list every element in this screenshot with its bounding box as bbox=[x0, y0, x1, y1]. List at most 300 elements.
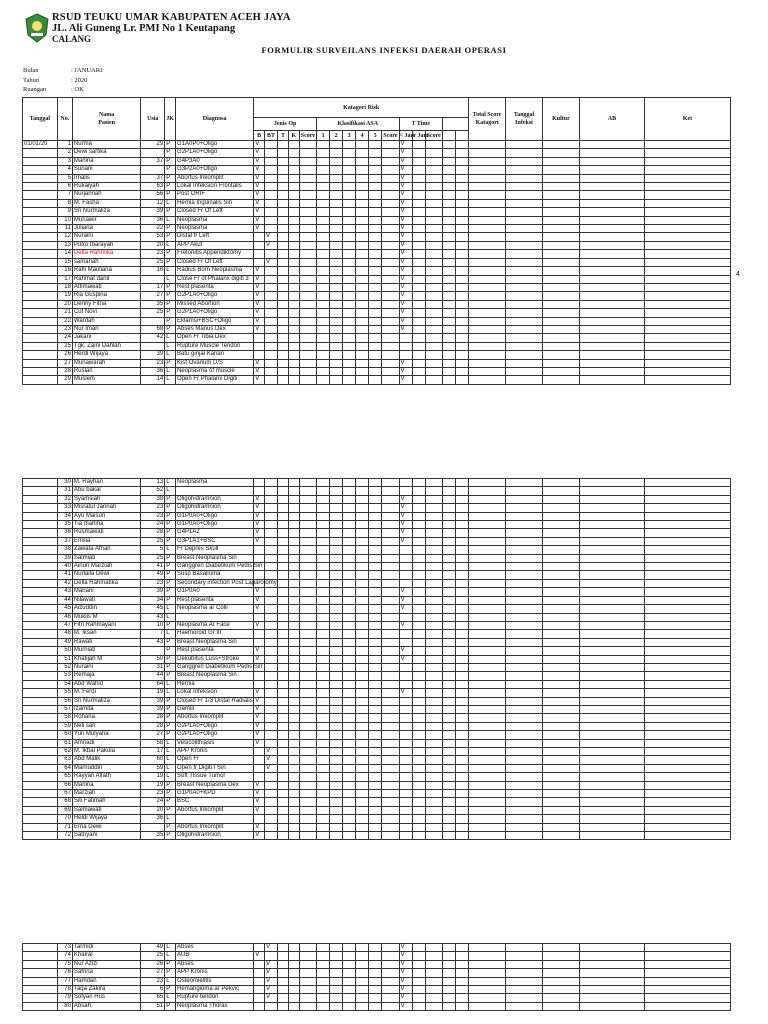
cell-empty bbox=[579, 292, 644, 300]
table-row bbox=[23, 563, 731, 571]
cell-empty bbox=[343, 309, 356, 317]
cell-bt bbox=[265, 638, 278, 646]
cell-empty bbox=[330, 325, 343, 333]
cell-empty bbox=[579, 512, 644, 520]
cell-empty bbox=[330, 317, 343, 325]
cell-no: 1 bbox=[57, 141, 72, 149]
cell-empty bbox=[505, 832, 542, 840]
cell-empty bbox=[644, 823, 730, 831]
cell-date bbox=[23, 258, 58, 266]
cell-bt bbox=[265, 806, 278, 814]
cell-b: V bbox=[254, 790, 265, 798]
cell-date bbox=[23, 977, 58, 985]
cell-sex: P bbox=[165, 969, 176, 977]
cell-empty bbox=[469, 351, 506, 359]
cell-empty bbox=[317, 705, 330, 713]
cell-empty bbox=[382, 697, 399, 705]
table-row bbox=[23, 571, 731, 579]
cell-empty bbox=[343, 731, 356, 739]
cell-empty bbox=[542, 512, 579, 520]
cell-b: V bbox=[254, 174, 265, 182]
cell-age: 25 bbox=[141, 309, 165, 317]
cell-empty bbox=[330, 267, 343, 275]
cell-empty bbox=[455, 748, 468, 756]
cell-empty bbox=[369, 588, 382, 596]
cell-empty bbox=[369, 621, 382, 629]
cell-sex: P bbox=[165, 250, 176, 258]
cell-b: V bbox=[254, 267, 265, 275]
cell-empty bbox=[442, 325, 455, 333]
cell-lt-jam: V bbox=[399, 655, 412, 663]
cell-empty bbox=[356, 994, 369, 1002]
cell-age: 20 bbox=[141, 241, 165, 249]
cell-empty bbox=[356, 325, 369, 333]
cell-empty bbox=[343, 680, 356, 688]
cell-b: V bbox=[254, 621, 265, 629]
cell-empty bbox=[382, 672, 399, 680]
table-body-2 bbox=[23, 479, 731, 840]
cell-empty bbox=[369, 731, 382, 739]
cell-empty bbox=[505, 1002, 542, 1010]
cell-empty bbox=[542, 596, 579, 604]
cell-name: Ruslan bbox=[72, 367, 140, 375]
cell-date bbox=[23, 487, 58, 495]
cell-empty bbox=[343, 613, 356, 621]
cell-sex: L bbox=[165, 630, 176, 638]
cell-lt-jam: V bbox=[399, 309, 412, 317]
cell-empty bbox=[579, 342, 644, 350]
cell-empty bbox=[317, 722, 330, 730]
cell-empty bbox=[469, 141, 506, 149]
cell-t bbox=[278, 647, 289, 655]
cell-empty bbox=[506, 216, 543, 224]
cell-empty bbox=[356, 605, 369, 613]
cell-empty bbox=[505, 596, 542, 604]
cell-bt bbox=[265, 705, 278, 713]
cell-diagnosis: Closed Fr Of Left bbox=[176, 208, 254, 216]
cell-empty bbox=[442, 722, 455, 730]
cell-empty bbox=[317, 969, 330, 977]
cell-b: V bbox=[254, 655, 265, 663]
cell-empty bbox=[425, 579, 442, 587]
cell-empty bbox=[455, 521, 468, 529]
cell-empty bbox=[412, 351, 425, 359]
cell-lt-jam bbox=[399, 680, 412, 688]
cell-empty bbox=[299, 325, 316, 333]
col-extra-1 bbox=[442, 131, 455, 141]
cell-empty bbox=[382, 554, 399, 562]
cell-diagnosis: Abortus Inkomplit bbox=[176, 806, 254, 814]
cell-empty bbox=[299, 250, 316, 258]
cell-t bbox=[278, 174, 289, 182]
cell-t bbox=[278, 141, 289, 149]
cell-empty bbox=[542, 630, 579, 638]
cell-empty bbox=[369, 647, 382, 655]
cell-empty bbox=[455, 756, 468, 764]
cell-b: V bbox=[254, 798, 265, 806]
cell-sex: L bbox=[165, 773, 176, 781]
cell-no: 77 bbox=[57, 977, 72, 985]
cell-empty bbox=[579, 579, 644, 587]
cell-empty bbox=[412, 790, 425, 798]
cell-date bbox=[23, 521, 58, 529]
cell-empty bbox=[356, 689, 369, 697]
cell-empty bbox=[542, 944, 579, 952]
cell-empty bbox=[469, 216, 506, 224]
col-ket: Ket bbox=[644, 98, 730, 141]
cell-empty bbox=[644, 317, 730, 325]
cell-sex: L bbox=[165, 977, 176, 985]
cell-empty bbox=[317, 258, 330, 266]
cell-empty bbox=[542, 325, 579, 333]
cell-bt bbox=[265, 647, 278, 655]
cell-empty bbox=[542, 960, 579, 968]
cell-t bbox=[278, 596, 289, 604]
cell-age: 34 bbox=[141, 596, 165, 604]
cell-empty bbox=[288, 790, 299, 798]
cell-empty bbox=[412, 495, 425, 503]
cell-empty bbox=[330, 621, 343, 629]
col-pasien-label: Pasien bbox=[98, 120, 115, 126]
cell-bt bbox=[265, 216, 278, 224]
cell-empty bbox=[644, 773, 730, 781]
cell-lt-jam bbox=[399, 563, 412, 571]
cell-empty bbox=[288, 479, 299, 487]
table-row bbox=[23, 258, 731, 266]
cell-empty bbox=[356, 563, 369, 571]
cell-name: Emilia bbox=[72, 537, 140, 545]
cell-date bbox=[23, 183, 58, 191]
table-row bbox=[23, 267, 731, 275]
table-row bbox=[23, 199, 731, 207]
cell-name: Nurma bbox=[72, 141, 140, 149]
cell-empty bbox=[330, 722, 343, 730]
cell-empty bbox=[299, 342, 316, 350]
cell-empty bbox=[317, 376, 330, 384]
cell-no: 29 bbox=[57, 376, 72, 384]
cell-empty bbox=[412, 571, 425, 579]
cell-empty bbox=[468, 647, 505, 655]
cell-empty bbox=[369, 944, 382, 952]
cell-empty bbox=[382, 663, 399, 671]
cell-empty bbox=[442, 630, 455, 638]
cell-empty bbox=[299, 689, 316, 697]
cell-t bbox=[278, 613, 289, 621]
cell-empty bbox=[343, 781, 356, 789]
cell-name: Dewi sartika bbox=[72, 149, 140, 157]
cell-empty bbox=[468, 638, 505, 646]
cell-sex: P bbox=[165, 208, 176, 216]
cell-empty bbox=[369, 546, 382, 554]
cell-empty bbox=[644, 367, 730, 375]
cell-empty bbox=[425, 504, 442, 512]
cell-empty bbox=[299, 157, 316, 165]
cell-empty bbox=[412, 216, 425, 224]
cell-lt-jam: V bbox=[399, 141, 412, 149]
cell-empty bbox=[468, 739, 505, 747]
cell-name: Juliana bbox=[72, 225, 140, 233]
cell-empty bbox=[382, 216, 399, 224]
cell-empty bbox=[425, 638, 442, 646]
cell-date bbox=[23, 756, 58, 764]
cell-empty bbox=[468, 689, 505, 697]
cell-t bbox=[278, 554, 289, 562]
cell-t bbox=[278, 815, 289, 823]
cell-sex: L bbox=[165, 764, 176, 772]
cell-empty bbox=[579, 647, 644, 655]
cell-empty bbox=[317, 275, 330, 283]
cell-empty bbox=[542, 334, 579, 342]
cell-empty bbox=[330, 579, 343, 587]
cell-empty bbox=[317, 208, 330, 216]
cell-empty bbox=[442, 241, 455, 249]
cell-empty bbox=[382, 342, 399, 350]
cell-empty bbox=[317, 977, 330, 985]
cell-empty bbox=[506, 199, 543, 207]
cell-bt bbox=[265, 596, 278, 604]
cell-empty bbox=[455, 529, 468, 537]
cell-empty bbox=[382, 596, 399, 604]
cell-empty bbox=[317, 638, 330, 646]
cell-bt: V bbox=[265, 258, 278, 266]
cell-empty bbox=[579, 183, 644, 191]
cell-empty bbox=[425, 731, 442, 739]
cell-b: V bbox=[254, 731, 265, 739]
cell-empty bbox=[288, 529, 299, 537]
cell-diagnosis: Breast Neoplasma Sin bbox=[176, 672, 254, 680]
cell-empty bbox=[317, 250, 330, 258]
cell-empty bbox=[425, 672, 442, 680]
cell-empty bbox=[442, 199, 455, 207]
cell-lt-jam bbox=[399, 748, 412, 756]
cell-empty bbox=[356, 630, 369, 638]
cell-empty bbox=[317, 512, 330, 520]
cell-empty bbox=[317, 149, 330, 157]
cell-bt bbox=[265, 655, 278, 663]
cell-name: Amriadi bbox=[72, 739, 140, 747]
cell-empty bbox=[455, 225, 468, 233]
cell-empty bbox=[343, 479, 356, 487]
cell-empty bbox=[288, 969, 299, 977]
cell-lt-jam: V bbox=[399, 969, 412, 977]
cell-age: 23 bbox=[141, 579, 165, 587]
cell-lt-jam: V bbox=[399, 225, 412, 233]
cell-no: 25 bbox=[57, 342, 72, 350]
cell-empty bbox=[425, 705, 442, 713]
cell-empty bbox=[299, 994, 316, 1002]
cell-empty bbox=[425, 781, 442, 789]
cell-empty bbox=[369, 994, 382, 1002]
cell-empty bbox=[288, 722, 299, 730]
cell-t bbox=[278, 292, 289, 300]
cell-b: V bbox=[254, 647, 265, 655]
cell-empty bbox=[343, 588, 356, 596]
cell-empty bbox=[542, 832, 579, 840]
cell-age: 51 bbox=[141, 1002, 165, 1010]
cell-empty bbox=[542, 815, 579, 823]
cell-empty bbox=[468, 790, 505, 798]
cell-name: Erna Dewi bbox=[72, 823, 140, 831]
cell-bt bbox=[265, 571, 278, 579]
cell-lt-jam bbox=[399, 672, 412, 680]
cell-empty bbox=[356, 258, 369, 266]
cell-date bbox=[23, 283, 58, 291]
cell-empty bbox=[382, 334, 399, 342]
cell-bt bbox=[265, 283, 278, 291]
cell-empty bbox=[382, 960, 399, 968]
cell-name: Abd Malik bbox=[72, 756, 140, 764]
cell-empty bbox=[343, 960, 356, 968]
cell-bt bbox=[265, 309, 278, 317]
cell-empty bbox=[425, 537, 442, 545]
cell-empty bbox=[644, 157, 730, 165]
cell-empty bbox=[442, 647, 455, 655]
cell-no: 37 bbox=[57, 537, 72, 545]
cell-empty bbox=[288, 680, 299, 688]
cell-empty bbox=[506, 342, 543, 350]
cell-empty bbox=[330, 554, 343, 562]
cell-diagnosis: Closed Fr Of Left bbox=[176, 258, 254, 266]
cell-empty bbox=[505, 823, 542, 831]
cell-lt-jam: V bbox=[399, 233, 412, 241]
cell-empty bbox=[299, 166, 316, 174]
cell-empty bbox=[356, 705, 369, 713]
cell-empty bbox=[288, 960, 299, 968]
cell-date bbox=[23, 300, 58, 308]
table-row bbox=[23, 166, 731, 174]
cell-empty bbox=[356, 832, 369, 840]
cell-empty bbox=[442, 579, 455, 587]
cell-empty bbox=[299, 334, 316, 342]
cell-empty bbox=[542, 359, 579, 367]
cell-b bbox=[254, 986, 265, 994]
cell-empty bbox=[343, 571, 356, 579]
cell-empty bbox=[579, 267, 644, 275]
table-row bbox=[23, 487, 731, 495]
cell-t bbox=[278, 334, 289, 342]
cell-t bbox=[278, 697, 289, 705]
col-t: T bbox=[278, 131, 289, 141]
cell-empty bbox=[356, 283, 369, 291]
table-row bbox=[23, 815, 731, 823]
cell-empty bbox=[299, 944, 316, 952]
cell-empty bbox=[579, 317, 644, 325]
cell-empty bbox=[468, 781, 505, 789]
cell-date bbox=[23, 546, 58, 554]
cell-empty bbox=[442, 233, 455, 241]
cell-empty bbox=[288, 605, 299, 613]
cell-empty bbox=[579, 832, 644, 840]
cell-empty bbox=[412, 199, 425, 207]
cell-empty bbox=[644, 521, 730, 529]
cell-t bbox=[278, 225, 289, 233]
cell-empty bbox=[382, 781, 399, 789]
cell-age: 25 bbox=[141, 537, 165, 545]
cell-empty bbox=[288, 756, 299, 764]
cell-empty bbox=[644, 199, 730, 207]
cell-empty bbox=[542, 655, 579, 663]
cell-diagnosis: Gemili bbox=[176, 705, 254, 713]
cell-empty bbox=[412, 376, 425, 384]
cell-diagnosis: G2P1A0+Oligo bbox=[176, 722, 254, 730]
cell-empty bbox=[330, 351, 343, 359]
cell-empty bbox=[468, 579, 505, 587]
cell-date bbox=[23, 944, 58, 952]
cell-empty bbox=[299, 359, 316, 367]
cell-sex: P bbox=[165, 325, 176, 333]
cell-age: 45 bbox=[141, 605, 165, 613]
cell-sex: P bbox=[165, 705, 176, 713]
table-row bbox=[23, 672, 731, 680]
cell-empty bbox=[356, 233, 369, 241]
cell-empty bbox=[542, 986, 579, 994]
cell-date bbox=[23, 815, 58, 823]
cell-empty bbox=[288, 798, 299, 806]
cell-empty bbox=[330, 367, 343, 375]
cell-empty bbox=[288, 672, 299, 680]
cell-empty bbox=[579, 300, 644, 308]
cell-empty bbox=[412, 149, 425, 157]
cell-empty bbox=[317, 334, 330, 342]
cell-diagnosis: Susp Basalioma bbox=[176, 571, 254, 579]
cell-empty bbox=[644, 275, 730, 283]
cell-bt bbox=[265, 325, 278, 333]
cell-empty bbox=[299, 300, 316, 308]
cell-empty bbox=[343, 823, 356, 831]
cell-empty bbox=[317, 613, 330, 621]
cell-b bbox=[254, 969, 265, 977]
cell-empty bbox=[505, 986, 542, 994]
cell-empty bbox=[330, 141, 343, 149]
cell-lt-jam: V bbox=[399, 183, 412, 191]
cell-empty bbox=[356, 944, 369, 952]
cell-t bbox=[278, 621, 289, 629]
cell-empty bbox=[455, 832, 468, 840]
cell-bt bbox=[265, 157, 278, 165]
cell-empty bbox=[412, 714, 425, 722]
cell-t bbox=[278, 773, 289, 781]
cell-date bbox=[23, 790, 58, 798]
cell-empty bbox=[356, 141, 369, 149]
cell-empty bbox=[425, 241, 442, 249]
cell-empty bbox=[442, 300, 455, 308]
cell-empty bbox=[455, 621, 468, 629]
cell-no: 18 bbox=[57, 283, 72, 291]
cell-empty bbox=[343, 174, 356, 182]
ruangan-label: Ruangan bbox=[23, 86, 47, 93]
cell-empty bbox=[299, 722, 316, 730]
cell-empty bbox=[288, 367, 299, 375]
cell-empty bbox=[288, 317, 299, 325]
table-row bbox=[23, 986, 731, 994]
cell-empty bbox=[330, 823, 343, 831]
cell-diagnosis: Abses bbox=[176, 944, 254, 952]
cell-empty bbox=[644, 191, 730, 199]
cell-empty bbox=[579, 546, 644, 554]
cell-no: 60 bbox=[57, 731, 72, 739]
cell-empty bbox=[299, 546, 316, 554]
cell-empty bbox=[425, 969, 442, 977]
cell-empty bbox=[343, 714, 356, 722]
cell-diagnosis: Breast Neoplasma Sin bbox=[176, 638, 254, 646]
cell-empty bbox=[382, 806, 399, 814]
cell-empty bbox=[356, 647, 369, 655]
cell-bt bbox=[265, 680, 278, 688]
cell-empty bbox=[317, 479, 330, 487]
cell-no: 40 bbox=[57, 563, 72, 571]
col-asa-1: 1 bbox=[317, 131, 330, 141]
cell-empty bbox=[468, 764, 505, 772]
